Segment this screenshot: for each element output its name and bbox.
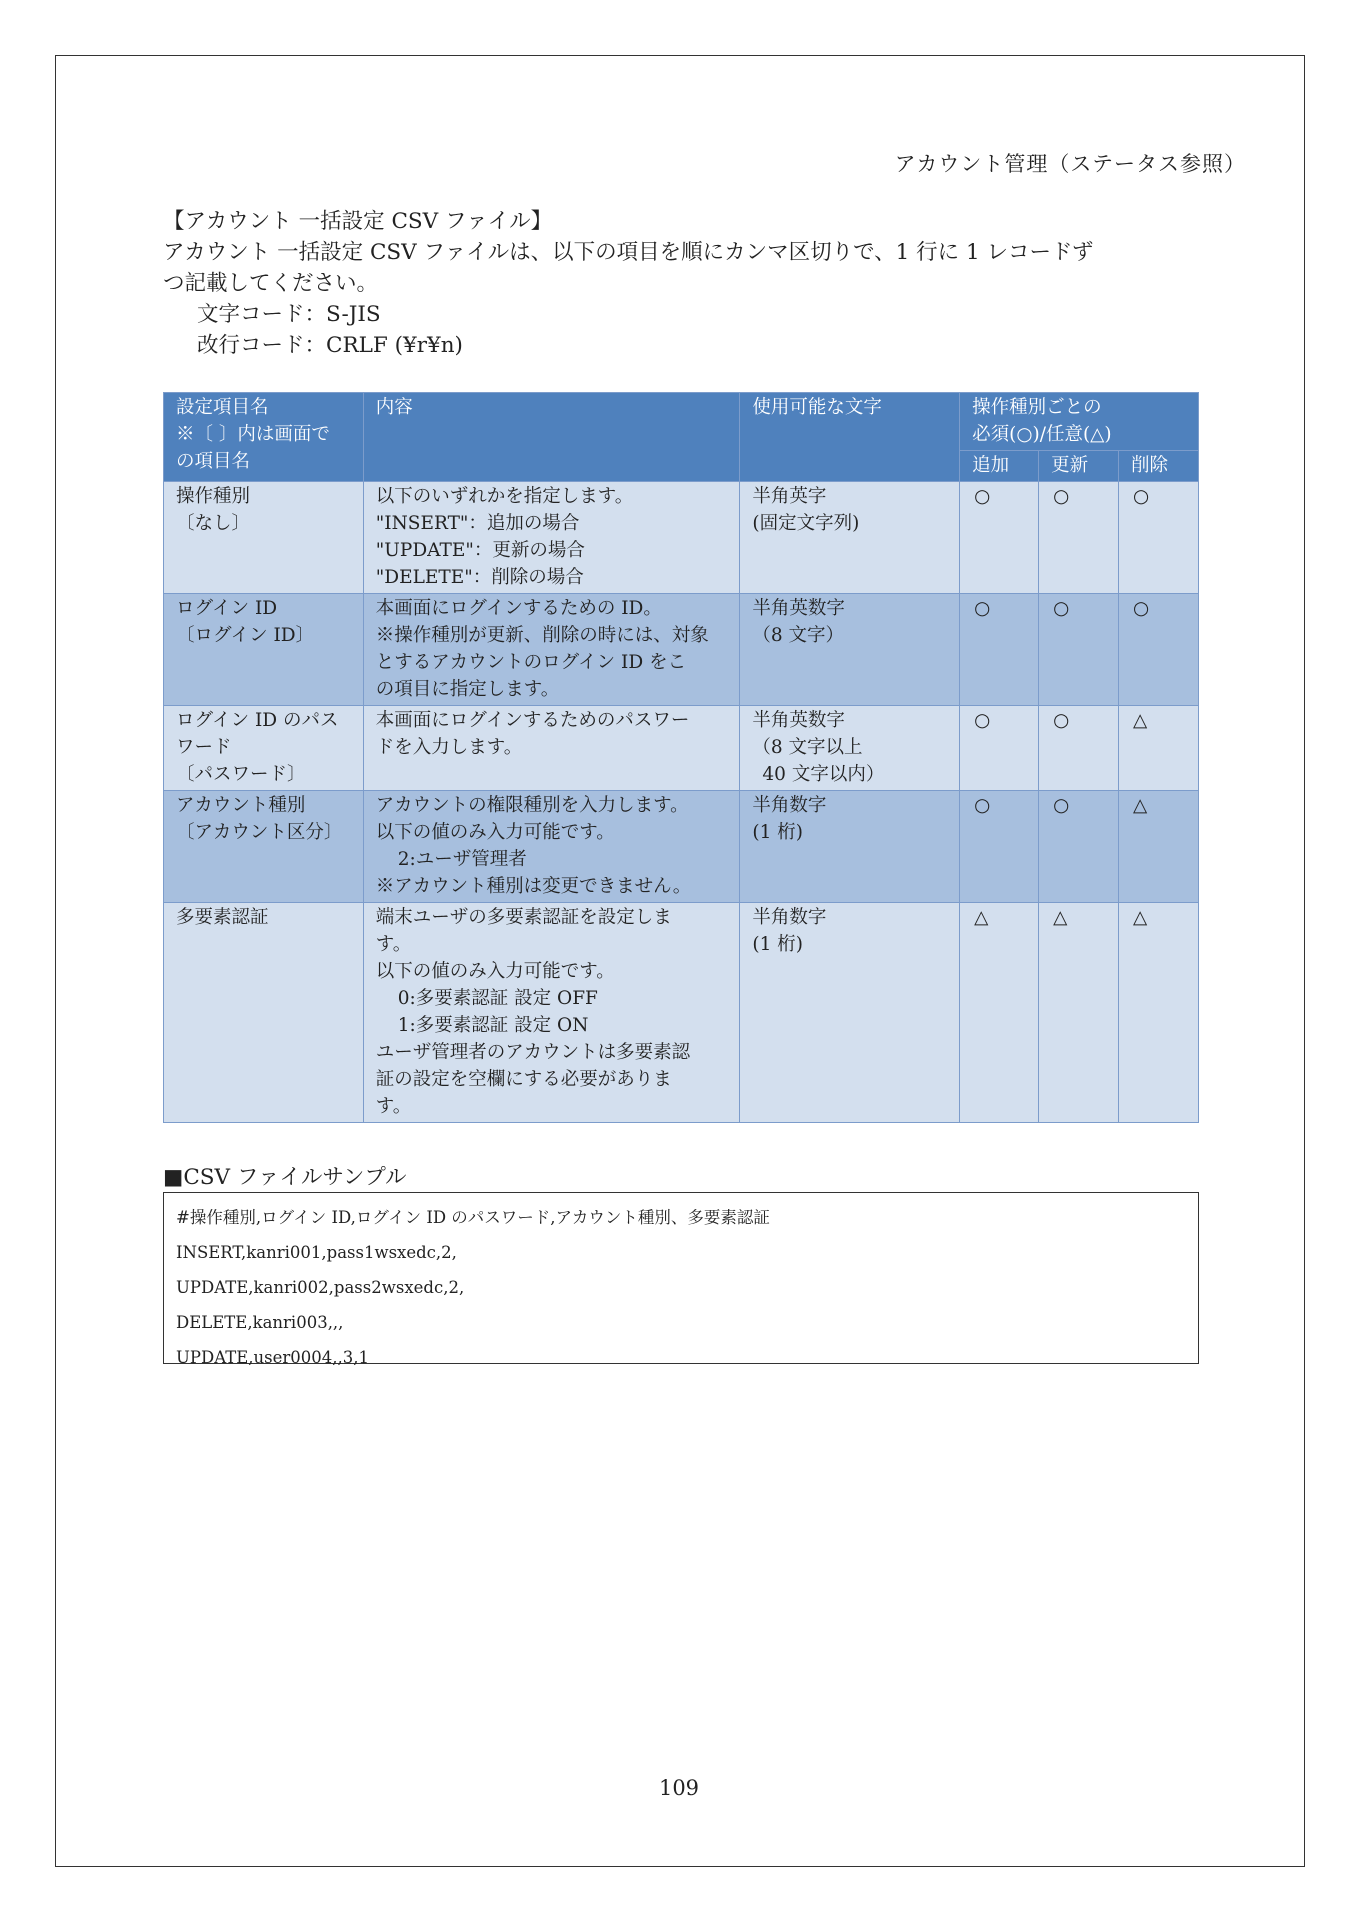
row-add-mark: ○ — [960, 706, 1039, 791]
row-chars — [740, 594, 960, 706]
content-line: 1:多要素認証 設定 ON — [397, 1015, 589, 1036]
charset-line: 文字コード：S-JIS — [197, 302, 381, 327]
content-line: ※操作種別が更新、削除の時には、対象 — [375, 625, 709, 646]
item-line: 〔なし〕 — [176, 513, 251, 534]
row-delete-mark: △ — [1119, 706, 1199, 791]
content-line: 証の設定を空欄にする必要がありま — [375, 1069, 672, 1090]
chars-line: （8 文字以上 — [752, 737, 863, 758]
header-ops-line: 操作種別ごとの — [972, 397, 1102, 418]
content-line: 端末ユーザの多要素認証を設定しま — [375, 907, 672, 928]
content-line: 本画面にログインするためのパスワー — [375, 710, 690, 731]
item-line: ログイン ID のパス — [176, 710, 339, 731]
row-content — [363, 903, 740, 1123]
newline-code-line: 改行コード：CRLF (¥r¥n) — [197, 333, 463, 358]
content-line: の項目に指定します。 — [375, 679, 560, 700]
sample-line: UPDATE,user0004,,3,1 — [176, 1348, 370, 1367]
content-line: "INSERT"：追加の場合 — [375, 513, 580, 534]
intro-text-line-2: つ記載してください。 — [163, 271, 379, 296]
chars-line: 40 文字以内） — [762, 764, 885, 785]
row-add-mark: △ — [960, 903, 1039, 1123]
row-content — [363, 482, 740, 594]
row-item-name — [164, 482, 364, 594]
row-delete-mark: △ — [1119, 791, 1199, 903]
item-line: 〔パスワード〕 — [176, 764, 306, 785]
row-update-mark: ○ — [1039, 594, 1119, 706]
content-line: "UPDATE"：更新の場合 — [375, 540, 585, 561]
row-item-name — [164, 706, 364, 791]
page-number: 109 — [658, 1776, 700, 1800]
row-chars — [740, 482, 960, 594]
chars-line: 半角数字 — [752, 795, 827, 816]
header-update: 更新 — [1039, 451, 1119, 482]
item-line: 〔ログイン ID〕 — [176, 625, 315, 646]
table-row — [164, 903, 1199, 1123]
content-line: 以下の値のみ入力可能です。 — [375, 822, 615, 843]
header-item-line: ※〔 〕内は画面で — [176, 424, 330, 445]
row-item-name — [164, 903, 364, 1123]
row-item-name — [164, 791, 364, 903]
header-add: 追加 — [960, 451, 1039, 482]
chars-line: 半角英数字 — [752, 598, 845, 619]
row-update-mark: ○ — [1039, 706, 1119, 791]
row-content — [363, 791, 740, 903]
header-ops — [960, 393, 1199, 451]
section-heading: 【アカウント 一括設定 CSV ファイル】 — [163, 209, 553, 234]
row-update-mark: ○ — [1039, 482, 1119, 594]
row-chars — [740, 706, 960, 791]
table-row — [164, 791, 1199, 903]
row-update-mark: ○ — [1039, 791, 1119, 903]
item-line: ログイン ID — [176, 598, 278, 619]
row-item-name — [164, 594, 364, 706]
row-add-mark: ○ — [960, 482, 1039, 594]
row-delete-mark: ○ — [1119, 482, 1199, 594]
table-row — [164, 706, 1199, 791]
row-add-mark: ○ — [960, 791, 1039, 903]
header-content: 内容 — [363, 393, 740, 482]
row-update-mark: △ — [1039, 903, 1119, 1123]
content-line: ドを入力します。 — [375, 737, 523, 758]
intro-text-line-1: アカウント 一括設定 CSV ファイルは、以下の項目を順にカンマ区切りで、1 行に 1 レコードず — [163, 240, 1094, 265]
content-line: 0:多要素認証 設定 OFF — [397, 988, 598, 1009]
csv-sample-box — [163, 1192, 1199, 1367]
header-chars: 使用可能な文字 — [740, 393, 960, 482]
row-chars — [740, 903, 960, 1123]
row-content — [363, 594, 740, 706]
table-row — [164, 594, 1199, 706]
content-line: 2:ユーザ管理者 — [397, 849, 527, 870]
item-line: 〔アカウント区分〕 — [176, 822, 343, 843]
header-ops-line: 必須(○)/任意(△) — [972, 424, 1112, 445]
item-line: ワード — [176, 737, 232, 758]
row-content — [363, 706, 740, 791]
intro-section — [163, 206, 1203, 361]
content-line: とするアカウントのログイン ID をこ — [375, 652, 687, 673]
content-line: "DELETE"：削除の場合 — [375, 567, 584, 588]
sample-line: UPDATE,kanri002,pass2wsxedc,2, — [176, 1278, 465, 1297]
table-row — [164, 482, 1199, 594]
chars-line: (1 桁) — [752, 934, 803, 955]
item-line: 操作種別 — [176, 486, 251, 507]
row-delete-mark: △ — [1119, 903, 1199, 1123]
chars-line: 半角数字 — [752, 907, 827, 928]
header-item-line: 設定項目名 — [176, 397, 269, 418]
chars-line: （8 文字） — [752, 625, 845, 646]
header-item-name — [164, 393, 364, 482]
sample-line: DELETE,kanri003,,, — [176, 1313, 344, 1332]
table-header-row — [164, 393, 1199, 451]
content-line: ※アカウント種別は変更できません。 — [375, 876, 692, 897]
header-item-line: の項目名 — [176, 451, 251, 472]
item-line: アカウント種別 — [176, 795, 306, 816]
content-line: 以下のいずれかを指定します。 — [375, 486, 634, 507]
sample-line: #操作種別,ログイン ID,ログイン ID のパスワード,アカウント種別、多要素認証 — [176, 1208, 770, 1227]
content-line: 以下の値のみ入力可能です。 — [375, 961, 615, 982]
page-header-title: アカウント管理（ステータス参照） — [894, 152, 1246, 176]
item-line: 多要素認証 — [176, 907, 269, 928]
csv-spec-table — [163, 392, 1199, 1123]
row-add-mark: ○ — [960, 594, 1039, 706]
content-line: す。 — [375, 934, 412, 955]
row-delete-mark: ○ — [1119, 594, 1199, 706]
chars-line: (固定文字列) — [752, 513, 860, 534]
chars-line: 半角英数字 — [752, 710, 845, 731]
header-delete: 削除 — [1119, 451, 1199, 482]
content-line: ユーザ管理者のアカウントは多要素認 — [375, 1042, 691, 1063]
sample-section-title: ■CSV ファイルサンプル — [163, 1165, 407, 1190]
content-line: アカウントの権限種別を入力します。 — [375, 795, 689, 816]
sample-line: INSERT,kanri001,pass1wsxedc,2, — [176, 1243, 457, 1262]
content-line: す。 — [375, 1096, 412, 1117]
chars-line: (1 桁) — [752, 822, 803, 843]
chars-line: 半角英字 — [752, 486, 827, 507]
row-chars — [740, 791, 960, 903]
content-line: 本画面にログインするための ID。 — [375, 598, 662, 619]
